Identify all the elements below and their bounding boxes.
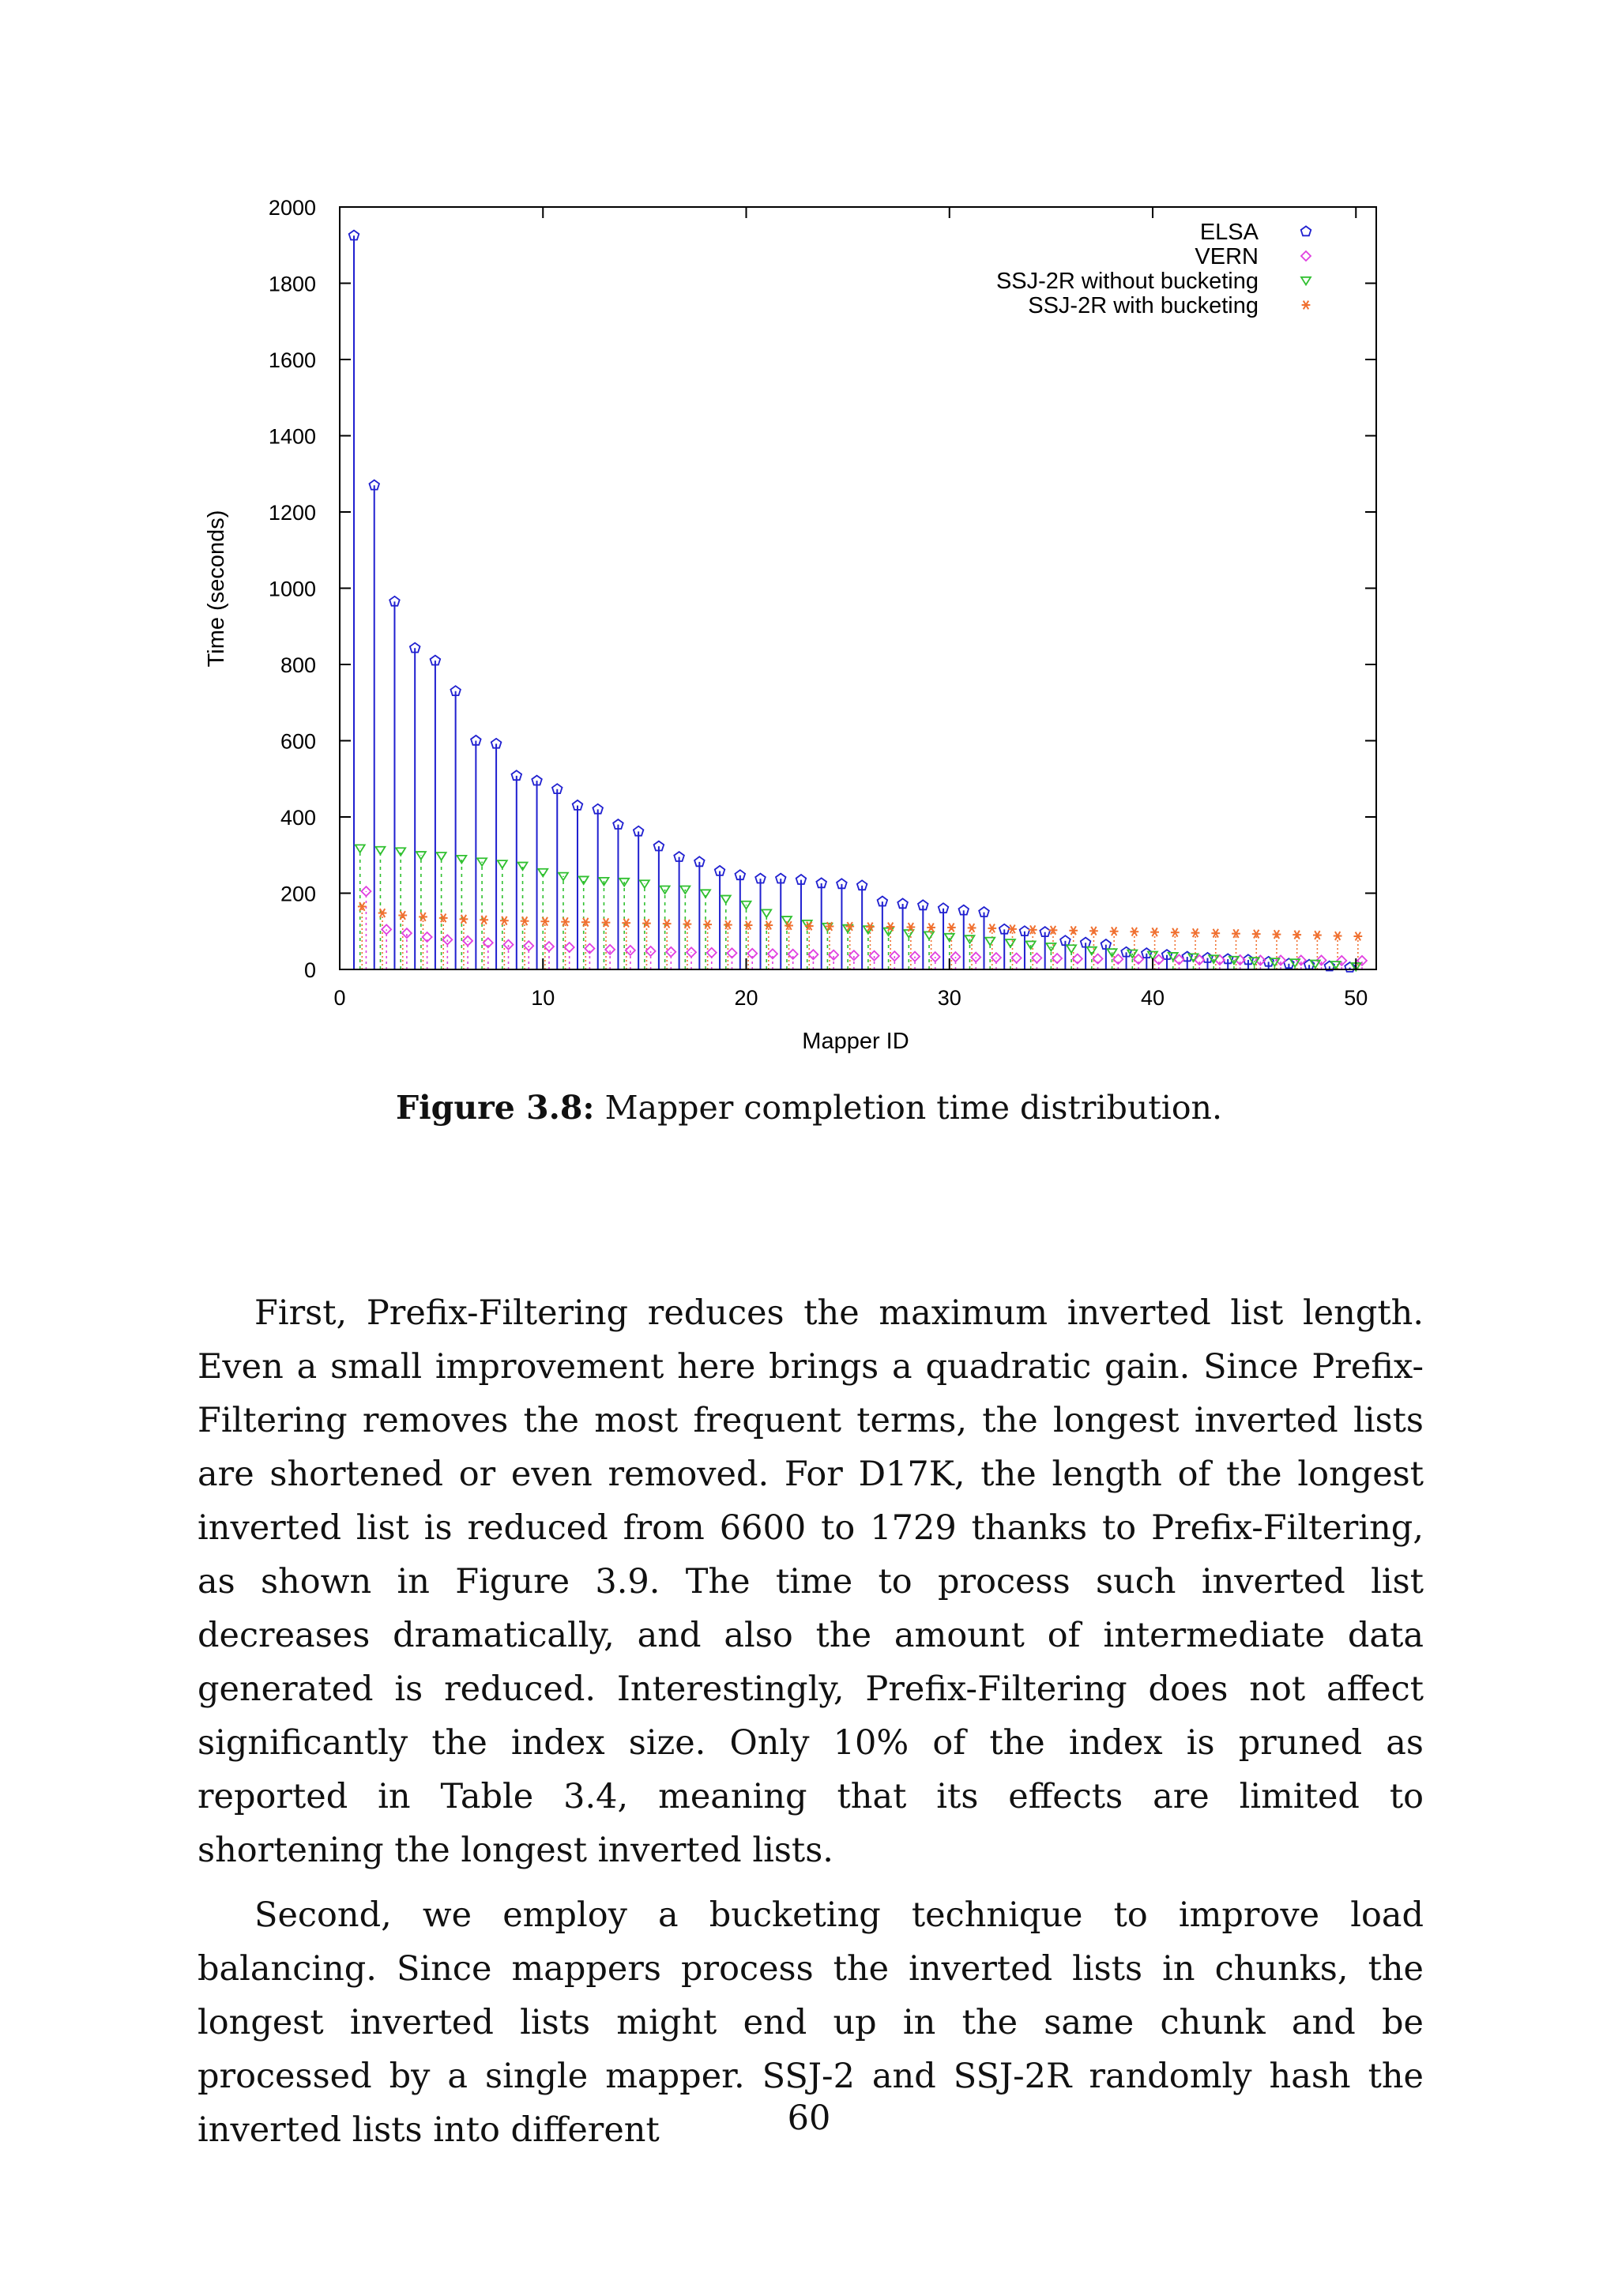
legend-label-ssj-2r-with-bucketing: SSJ-2R with bucketing: [1028, 293, 1259, 318]
body-text: [198, 1286, 1424, 2168]
marker-ssj-2r-with-bucketing: [1089, 927, 1098, 935]
plot-frame: [340, 207, 1376, 969]
y-tick-label: 0: [303, 958, 316, 982]
x-tick-label: 0: [333, 986, 346, 1010]
marker-ssj-2r-without-bucketing: [945, 934, 954, 942]
marker-ssj-2r-without-bucketing: [985, 938, 995, 946]
figure-caption-label: Figure 3.8:: [395, 1089, 595, 1127]
legend-marker-ssj-2r-without-bucketing: [1301, 277, 1311, 285]
marker-ssj-2r-without-bucketing: [1311, 961, 1320, 969]
marker-ssj-2r-with-bucketing: [1130, 928, 1138, 936]
body-paragraph-2: Second, we employ a bucketing technique to improve load balancing. Since mappers process the inverted lists in chunks, the longest inverted lists might end up in the same chunk and be processed by a single mapper. SSJ-2 and SSJ-2R randomly hash the inverted lists into different: [198, 1895, 1424, 2150]
y-tick-label: 1800: [268, 272, 316, 296]
marker-ssj-2r-with-bucketing: [1150, 928, 1159, 936]
marker-ssj-2r-with-bucketing: [540, 917, 549, 926]
marker-ssj-2r-with-bucketing: [968, 924, 976, 932]
y-tick-label: 1200: [268, 501, 316, 525]
marker-ssj-2r-without-bucketing: [498, 860, 507, 868]
marker-ssj-2r-without-bucketing: [437, 853, 446, 860]
marker-ssj-2r-with-bucketing: [1334, 932, 1342, 940]
marker-ssj-2r-without-bucketing: [640, 880, 649, 888]
marker-ssj-2r-with-bucketing: [744, 921, 753, 930]
marker-ssj-2r-without-bucketing: [579, 876, 589, 884]
legend-marker-elsa: [1301, 226, 1311, 235]
marker-ssj-2r-with-bucketing: [398, 911, 407, 920]
mapper-completion-chart: [0, 0, 1618, 1075]
marker-ssj-2r-without-bucketing: [1067, 945, 1076, 953]
marker-ssj-2r-without-bucketing: [375, 847, 385, 855]
marker-ssj-2r-without-bucketing: [762, 909, 771, 917]
marker-ssj-2r-with-bucketing: [1313, 931, 1322, 939]
marker-ssj-2r-without-bucketing: [701, 890, 710, 898]
marker-ssj-2r-without-bucketing: [457, 856, 466, 864]
marker-ssj-2r-with-bucketing: [663, 920, 672, 928]
legend-label-ssj-2r-without-bucketing: SSJ-2R without bucketing: [995, 269, 1259, 294]
marker-ssj-2r-with-bucketing: [521, 917, 529, 925]
marker-ssj-2r-with-bucketing: [947, 924, 956, 932]
impulse-lines: [354, 235, 1362, 969]
marker-ssj-2r-without-bucketing: [1006, 939, 1015, 947]
page-number: 60: [787, 2098, 831, 2138]
legend-marker-ssj-2r-with-bucketing: [1302, 301, 1311, 310]
x-tick-label: 10: [531, 986, 555, 1010]
marker-ssj-2r-with-bucketing: [480, 916, 488, 924]
marker-ssj-2r-with-bucketing: [460, 915, 468, 924]
marker-ssj-2r-with-bucketing: [703, 920, 712, 929]
marker-ssj-2r-with-bucketing: [1110, 927, 1119, 935]
marker-ssj-2r-with-bucketing: [724, 920, 732, 929]
marker-ssj-2r-with-bucketing: [1191, 928, 1200, 937]
marker-ssj-2r-with-bucketing: [1008, 924, 1017, 933]
y-tick-label: 1600: [268, 348, 316, 372]
x-tick-label: 50: [1344, 986, 1368, 1010]
y-tick-label: 600: [280, 729, 316, 754]
legend-marker-vern: [1301, 251, 1311, 261]
y-tick-label: 1000: [268, 577, 316, 601]
marker-ssj-2r-with-bucketing: [642, 919, 651, 928]
marker-ssj-2r-with-bucketing: [764, 921, 773, 930]
y-tick-label: 1400: [268, 424, 316, 449]
marker-ssj-2r-without-bucketing: [721, 896, 731, 904]
y-axis-label: Time (seconds): [204, 510, 229, 668]
marker-ssj-2r-with-bucketing: [683, 920, 692, 928]
x-tick-label: 20: [734, 986, 758, 1010]
marker-ssj-2r-with-bucketing: [1171, 928, 1180, 937]
marker-ssj-2r-with-bucketing: [1353, 932, 1362, 941]
figure-caption: [0, 1089, 1618, 1127]
marker-ssj-2r-with-bucketing: [419, 913, 427, 921]
legend-label-elsa: ELSA: [1199, 220, 1259, 245]
data-markers: [349, 231, 1367, 972]
marker-ssj-2r-with-bucketing: [927, 924, 935, 932]
y-tick-label: 2000: [268, 196, 316, 220]
marker-ssj-2r-without-bucketing: [518, 863, 528, 871]
marker-ssj-2r-with-bucketing: [500, 917, 509, 925]
x-axis-label: Mapper ID: [802, 1029, 909, 1054]
y-tick-label: 800: [280, 653, 316, 677]
x-tick-label: 30: [937, 986, 961, 1010]
legend-label-vern: VERN: [1195, 244, 1259, 269]
body-paragraph-1: First, Prefix-Filtering reduces the maximum inverted list length. Even a small improvement here brings a quadratic gain. Since Prefix-Filtering removes the most frequent terms, the longest inverted lists are shortened or even removed. For D17K, the length of the longest inverted list is reduced from 6600 to 1729 thanks to Prefix-Filtering, as shown in Figure 3.9. The time to process such inverted list decreases dramatically, and also the amount of intermediate data generated is reduced. Interestingly, Prefix-Filtering does not affect significantly the index size. Only 10% of the index is pruned as reported in Table 3.4, meaning that its effects are limited to shortening the longest inverted lists.: [198, 1293, 1424, 1870]
marker-ssj-2r-without-bucketing: [396, 848, 405, 856]
marker-ssj-2r-without-bucketing: [538, 869, 547, 877]
figure-caption-text: Mapper completion time distribution.: [594, 1089, 1222, 1127]
marker-ssj-2r-with-bucketing: [988, 924, 996, 932]
marker-ssj-2r-without-bucketing: [356, 845, 365, 853]
y-tick-label: 400: [280, 806, 316, 830]
marker-ssj-2r-without-bucketing: [1331, 962, 1341, 969]
y-tick-label: 200: [280, 882, 316, 906]
x-tick-label: 40: [1140, 986, 1165, 1010]
marker-ssj-2r-with-bucketing: [1211, 929, 1220, 938]
legend: [996, 220, 1311, 318]
marker-ssj-2r-without-bucketing: [1087, 947, 1097, 955]
marker-ssj-2r-with-bucketing: [378, 909, 387, 917]
marker-ssj-2r-without-bucketing: [924, 932, 934, 939]
